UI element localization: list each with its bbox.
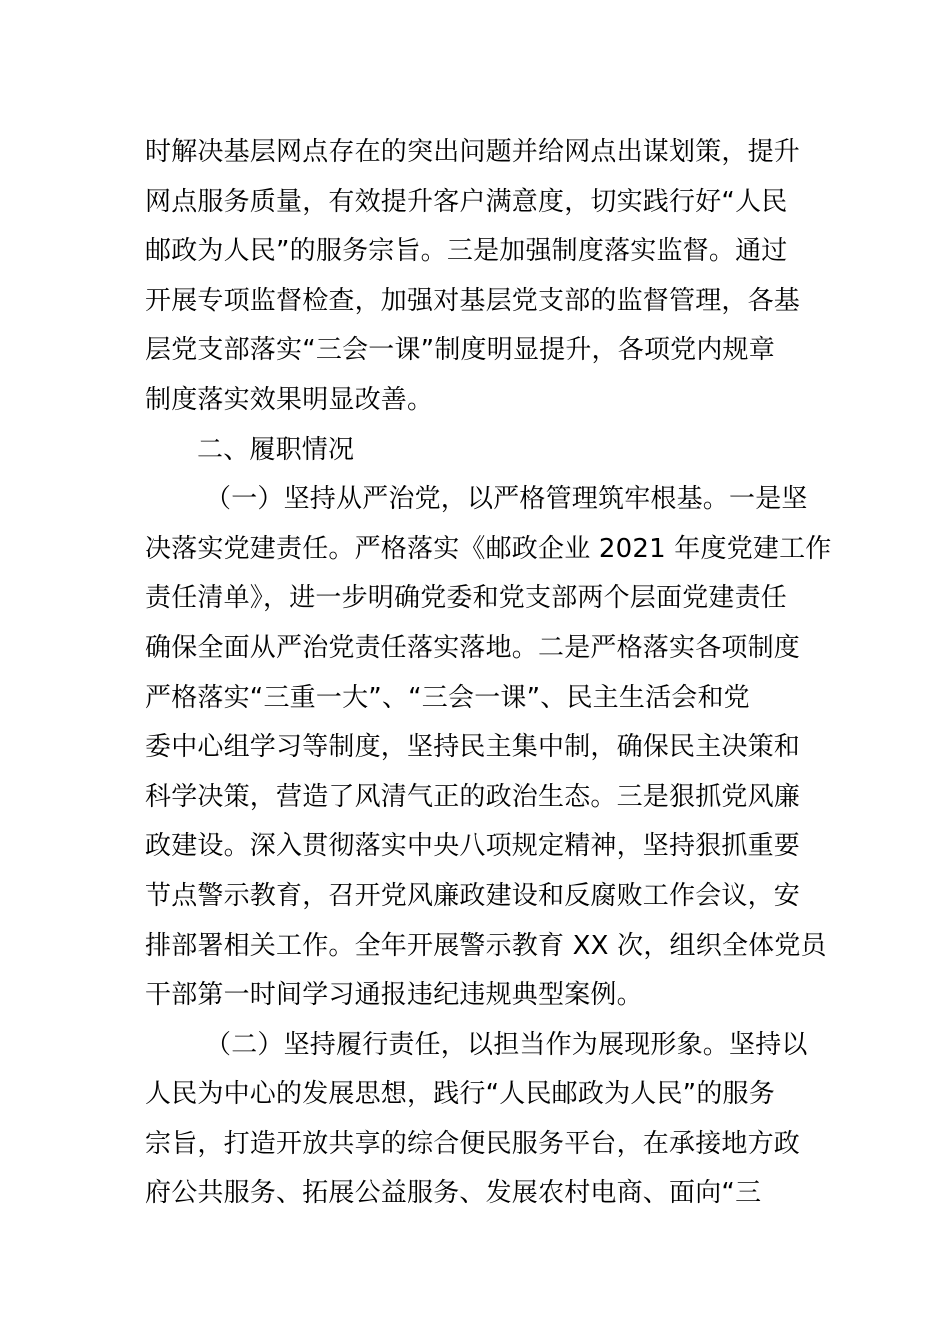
text-line: 开展专项监督检查，加强对基层党支部的监督管理，各基 xyxy=(145,285,801,316)
text-line: 网点服务质量，有效提升客户满意度，切实践行好“人民 xyxy=(145,186,788,217)
text-line: 时解决基层网点存在的突出问题并给网点出谋划策，提升 xyxy=(145,137,801,167)
text-line: 排部署相关工作。全年开展警示教育 XX 次，组织全体党员 xyxy=(145,930,827,961)
text-line: 决落实党建责任。严格落实《邮政企业 2021 年度党建工作 xyxy=(145,533,832,564)
text-line: 科学决策，营造了风清气正的政治生态。三是狠抓党风廉 xyxy=(145,781,801,812)
text-line: 府公共服务、拓展公益服务、发展农村电商、面向“三 xyxy=(145,1178,762,1209)
text-line: 干部第一时间学习通报违纪违规典型案例。 xyxy=(145,980,643,1011)
text-line: 确保全面从严治党责任落实落地。二是严格落实各项制度 xyxy=(145,632,801,663)
text-line: 政建设。深入贯彻落实中央八项规定精神，坚持狠抓重要 xyxy=(145,831,801,862)
text-line: 严格落实“三重一大”、“三会一课”、民主生活会和党 xyxy=(145,682,750,713)
text-line: 宗旨，打造开放共享的综合便民服务平台，在承接地方政 xyxy=(145,1128,801,1159)
text-line: 层党支部落实“三会一课”制度明显提升，各项党内规章 xyxy=(145,335,775,366)
text-line: 人民为中心的发展思想，践行“人民邮政为人民”的服务 xyxy=(145,1079,775,1110)
section-heading: 二、履职情况 xyxy=(197,434,355,465)
text-line: 节点警示教育，召开党风廉政建设和反腐败工作会议，安 xyxy=(145,880,801,911)
text-line: 邮政为人民”的服务宗旨。三是加强制度落实监督。通过 xyxy=(145,236,788,267)
text-line: 制度落实效果明显改善。 xyxy=(145,384,434,415)
paragraph-first-line: （二）坚持履行责任，以担当作为展现形象。坚持以 xyxy=(205,1029,808,1060)
text-line: 责任清单》，进一步明确党委和党支部两个层面党建责任 xyxy=(145,583,788,614)
paragraph-first-line: （一）坚持从严治党，以严格管理筑牢根基。一是坚 xyxy=(205,484,808,515)
text-line: 委中心组学习等制度，坚持民主集中制，确保民主决策和 xyxy=(145,732,801,763)
document-body xyxy=(145,128,832,1219)
